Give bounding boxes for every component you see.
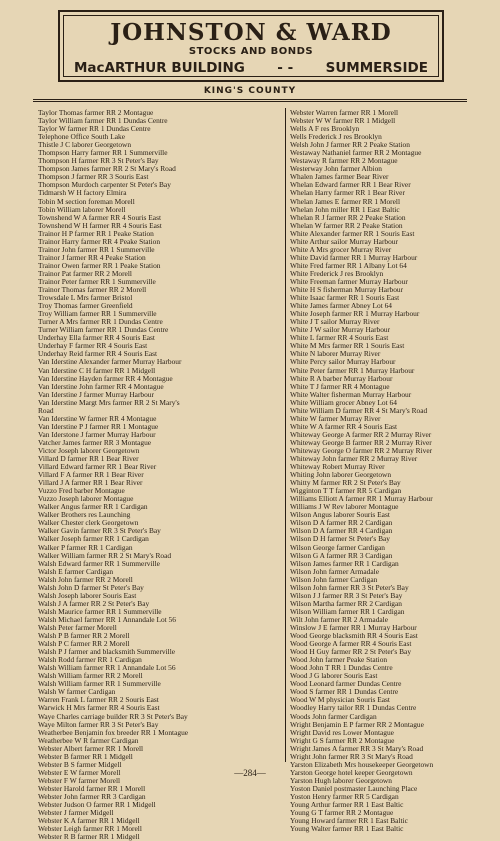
directory-entry: Walsh John D farmer St Peter's Bay	[38, 582, 144, 592]
directory-entry: Wright G S farmer RR 2 Montague	[290, 735, 395, 745]
directory-entry: Thompson Harry farmer RR 1 Summerville	[38, 148, 168, 158]
directory-entry: Walker P farmer RR 1 Cardigan	[38, 542, 133, 552]
directory-entry: Webster Leigh farmer RR 1 Morell	[38, 824, 142, 834]
directory-entry: Walker Brothers res Launching	[38, 510, 131, 520]
directory-entry: Townshend W H farmer RR 4 Souris East	[38, 220, 162, 230]
directory-entry: Webster Harold farmer RR 1 Morell	[38, 783, 146, 793]
directory-entry: Walsh John farmer RR 2 Morell	[38, 574, 133, 584]
directory-entry: Walsh Rodd farmer RR 1 Cardigan	[38, 655, 142, 665]
directory-entry: Trowsdale L Mrs farmer Bristol	[38, 293, 133, 303]
directory-entry: Wood W M physician Souris East	[290, 695, 390, 705]
directory-entry: Wood J G laborer Souris East	[290, 671, 378, 681]
directory-entry: Whelan R J farmer RR 2 Peake Station	[290, 212, 406, 222]
directory-entry: Williams J W Rev laborer Montague	[290, 502, 399, 512]
directory-entry: Whiting John laborer Georgetown	[290, 470, 392, 480]
directory-entry: Villard J A farmer RR 1 Bear River	[38, 478, 143, 488]
advertiser-separator: - -	[277, 60, 294, 76]
directory-entry: Webster Albert farmer RR 1 Morell	[38, 743, 144, 753]
directory-entry: Thompson Murdoch carpenter St Peter's Bay	[38, 180, 171, 190]
directory-entry: White Isaac farmer RR 1 Souris East	[290, 293, 400, 303]
directory-entry: Taylor W farmer RR 1 Dundas Centre	[38, 124, 151, 134]
directory-entry: Wright David res Lower Montague	[290, 727, 394, 737]
directory-entry: Walsh William farmer RR 1 Annandale Lot 56	[38, 663, 176, 673]
directory-entry: Young Arthur farmer RR 1 East Baltic	[290, 800, 404, 810]
directory-entry: Webster J farmer Midgell	[38, 808, 114, 818]
directory-entry: Wilson William farmer RR 1 Cardigan	[290, 606, 405, 616]
directory-entry: Wigginton T T farmer RR 5 Cardigan	[290, 486, 402, 496]
directory-entry: Webster John farmer RR 3 Cardigan	[38, 791, 146, 801]
directory-entry: White R A barber Murray Harbour	[290, 373, 393, 383]
directory-entry: White Percy sailor Murray Harbour	[290, 357, 396, 367]
directory-entry: Villard D farmer RR 1 Bear River	[38, 454, 139, 464]
directory-entry: White Peter farmer RR 1 Murray Harbour	[290, 365, 415, 375]
directory-entry: Wilson John farmer Cardigan	[290, 574, 378, 584]
directory-entry: Wood George blacksmith RR 4 Souris East	[290, 631, 418, 641]
directory-entry: Vatcher James farmer RR 3 Montague	[38, 437, 152, 447]
directory-entry: White David farmer RR 1 Murray Harbour	[290, 252, 418, 262]
directory-entry: Yarston Hugh laborer Georgetown	[290, 775, 392, 785]
directory-entry: Turner A Mrs farmer RR 1 Dundas Centre	[38, 317, 163, 327]
directory-entry: Westaway Nathaniel farmer RR 2 Montague	[290, 148, 422, 158]
directory-entry: Telephone Office South Lake	[38, 132, 125, 142]
directory-entry: Walsh J A farmer RR 2 St Peter's Bay	[38, 598, 150, 608]
directory-entry: Trainor Pat farmer RR 2 Morell	[38, 268, 132, 278]
directory-entry: Wilson John farmer RR 3 St Peter's Bay	[290, 582, 409, 592]
directory-entry: Van Iderstine Margt Mrs farmer RR 2 St Mary's	[38, 397, 180, 407]
directory-entry: Van Iderstine John farmer RR 4 Montague	[38, 381, 164, 391]
directory-entry: Wilson G A farmer RR 3 Cardigan	[290, 550, 393, 560]
directory-entry: Wilson D A farmer RR 2 Cardigan	[290, 518, 393, 528]
directory-entry: Wilson D A farmer RR 4 Cardigan	[290, 526, 393, 536]
directory-entry: Walker Joseph farmer RR 1 Cardigan	[38, 534, 149, 544]
directory-entry: White Arthur sailor Murray Harbour	[290, 236, 398, 246]
directory-entry: Trainor Peter farmer RR 1 Summerville	[38, 276, 156, 286]
directory-entry: Underhay Reid farmer RR 4 Souris East	[38, 349, 158, 359]
directory-entry: Whalen James farmer Bear River	[290, 172, 389, 182]
directory-entry: White J T sailor Murray River	[290, 317, 380, 327]
directory-entry: Tobin M section foreman Morell	[38, 196, 135, 206]
directory-entry: Turner William farmer RR 1 Dundas Centre	[38, 325, 169, 335]
directory-entry: Underhay F farmer RR 4 Souris East	[38, 341, 148, 351]
directory-entry: Trainor Harry farmer RR 4 Peake Station	[38, 236, 161, 246]
directory-entry: Waye Milton farmer RR 3 St Peter's Bay	[38, 719, 159, 729]
directory-entry: Van Iderstine P J farmer RR 1 Montague	[38, 421, 159, 431]
directory-entry: Young Howard farmer RR 1 East Baltic	[290, 816, 408, 826]
advertiser-city: SUMMERSIDE	[325, 60, 428, 76]
directory-entry: Victor Joseph laborer Georgetown	[38, 445, 140, 455]
directory-entry: Taylor William farmer RR 1 Dundas Centre	[38, 116, 168, 126]
directory-entry: White Walter fisherman Murray Harbour	[290, 389, 412, 399]
directory-entry: Yoston Henry farmer RR 5 Cardigan	[290, 791, 399, 801]
directory-entry: Webster K A farmer RR 1 Midgell	[38, 816, 140, 826]
directory-entry: White A Mrs grocer Murray River	[290, 244, 392, 254]
directory-entry: White M Mrs farmer RR 1 Souris East	[290, 341, 405, 351]
directory-entry: Whiteway John farmer RR 2 Murray River	[290, 454, 418, 464]
directory-entry: Trainor Owen farmer RR 1 Peake Station	[38, 260, 161, 270]
directory-entry: White L farmer RR 4 Souris East	[290, 333, 389, 343]
directory-entry: Wood George A farmer RR 4 Souris East	[290, 639, 412, 649]
directory-entry: White William D farmer RR 4 St Mary's Road	[290, 405, 428, 415]
directory-entry: Walsh Maurice farmer RR 1 Summerville	[38, 606, 162, 616]
directory-entry: Webster Judson O farmer RR 1 Midgell	[38, 800, 156, 810]
directory-entry: Wood John T RR 1 Dundas Centre	[290, 663, 393, 673]
directory-entry: Webster W W farmer RR 1 Midgell	[290, 116, 396, 126]
directory-entry: Walker Angus farmer RR 1 Cardigan	[38, 502, 148, 512]
directory-entry: White Freeman farmer Murray Harbour	[290, 276, 408, 286]
directory-entry: Vuzzo Fred barber Montague	[38, 486, 125, 496]
directory-entry: Walker Gavin farmer RR 3 St Peter's Bay	[38, 526, 161, 536]
directory-entry: Wood S farmer RR 1 Dundas Centre	[290, 687, 399, 697]
directory-entry: Wilson Angus laborer Souris East	[290, 510, 390, 520]
directory-entry: Westerway John farmer Albion	[290, 164, 382, 174]
heading-rule	[33, 99, 467, 100]
directory-entry: White Joseph farmer RR 1 Murray Harbour	[290, 309, 420, 319]
directory-entry: Thompson H farmer RR 3 St Peter's Bay	[38, 156, 159, 166]
directory-entry: Trainor H P farmer RR 1 Peake Station	[38, 228, 154, 238]
directory-entry: Whelan James E farmer RR 1 Morell	[290, 196, 401, 206]
directory-entry: White J W sailor Murray Harbour	[290, 325, 391, 335]
advertiser-tagline: STOCKS AND BONDS	[188, 46, 314, 57]
directory-entry: Townshend W A farmer RR 4 Souris East	[38, 212, 161, 222]
directory-entry: Walker William farmer RR 2 St Mary's Road	[38, 550, 172, 560]
directory-entry: Van Iderstine Hayden farmer RR 4 Montague	[38, 373, 173, 383]
page-number: —284—	[234, 768, 266, 778]
directory-entry: Walker Chester clerk Georgetown	[38, 518, 139, 528]
directory-entry: Van Iderstone J farmer Murray Harbour	[38, 429, 156, 439]
directory-entry: Van Iderstine Alexander farmer Murray Harbour	[38, 357, 182, 367]
directory-column-left	[38, 109, 282, 841]
directory-entry: Walsh William farmer RR 1 Summerville	[38, 679, 161, 689]
directory-column-right	[290, 109, 496, 833]
directory-entry: Walsh Joseph laborer Souris East	[38, 590, 137, 600]
directory-entry: Wood John farmer Peake Station	[290, 655, 388, 665]
county-heading: KING'S COUNTY	[203, 86, 297, 96]
directory-entry: White Alexander farmer RR 1 Souris East	[290, 228, 415, 238]
directory-entry: Van Iderstine W farmer RR 4 Montague	[38, 413, 157, 423]
directory-entry: Webster E W farmer Morell	[38, 767, 121, 777]
directory-entry: Young G T farmer RR 2 Montague	[290, 808, 394, 818]
directory-entry: Wood Leonard farmer Dundas Centre	[290, 679, 402, 689]
directory-entry: Whelan W farmer RR 2 Peake Station	[290, 220, 403, 230]
directory-entry: Webster R B farmer RR 1 Midgell	[38, 832, 140, 841]
directory-entry: White William grocer Abney Lot 64	[290, 397, 397, 407]
directory-entry: Thistle J C laborer Georgetown	[38, 140, 132, 150]
directory-entry: White W A farmer RR 4 Souris East	[290, 421, 398, 431]
directory-entry: Woodley Harry tailor RR 1 Dundas Centre	[290, 703, 417, 713]
directory-entry: Vuzzo Joseph laborer Montague	[38, 494, 134, 504]
directory-entry: Wilson George farmer Cardigan	[290, 542, 385, 552]
directory-entry: Underhay Ella farmer RR 4 Souris East	[38, 333, 155, 343]
directory-entry: Young Walter farmer RR 1 East Baltic	[290, 824, 404, 834]
directory-entry: Williams Elliott A farmer RR 1 Murray Harbour	[290, 494, 433, 504]
directory-entry: Villard F A farmer RR 1 Bear River	[38, 470, 144, 480]
directory-entry: White H S fisherman Murray Harbour	[290, 285, 404, 295]
heading-rule-double	[33, 101, 467, 102]
directory-entry: Yarston George hotel keeper Georgetown	[290, 767, 413, 777]
directory-entry: Troy Thomas farmer Greenfield	[38, 301, 133, 311]
directory-entry: Woods John farmer Cardigan	[290, 711, 377, 721]
directory-entry: Thompson J farmer RR 3 Souris East	[38, 172, 149, 182]
directory-entry: Webster B S farmer Midgell	[38, 759, 122, 769]
directory-entry: White Frederick J res Brooklyn	[290, 268, 384, 278]
directory-entry: Webster F W farmer Morell	[38, 775, 121, 785]
directory-entry: Wilt John farmer RR 2 Armadale	[290, 614, 389, 624]
directory-entry: Road	[38, 405, 54, 415]
directory-entry: Trainor J farmer RR 4 Peake Station	[38, 252, 146, 262]
directory-entry: White N laborer Murray River	[290, 349, 381, 359]
directory-entry: Van Iderstine C H farmer RR 1 Midgell	[38, 365, 156, 375]
directory-entry: Yarston Elizabeth Mrs housekeeper Georgetown	[290, 759, 434, 769]
directory-entry: Whelan Edward farmer RR 1 Bear River	[290, 180, 411, 190]
directory-entry: Troy William farmer RR 1 Summerville	[38, 309, 157, 319]
directory-entry: Wells Frederick J res Brooklyn	[290, 132, 382, 142]
directory-entry: Westaway R farmer RR 2 Montague	[290, 156, 398, 166]
directory-entry: Wells A F res Brooklyn	[290, 124, 360, 134]
directory-entry: Villard Edward farmer RR 1 Bear River	[38, 462, 157, 472]
directory-entry: Walsh William farmer RR 2 Morell	[38, 671, 143, 681]
advertiser-building: MacARTHUR BUILDING	[74, 60, 245, 76]
directory-entry: Tobin William laborer Morell	[38, 204, 126, 214]
directory-entry: Weatherbee W R farmer Cardigan	[38, 735, 139, 745]
directory-entry: Walsh Peter farmer Morell	[38, 623, 117, 632]
directory-entry: Weatherbee Benjamin fox breeder RR 1 Montague	[38, 727, 189, 737]
directory-entry: Trainor John farmer RR 1 Summerville	[38, 244, 155, 254]
directory-entry: Whitty M farmer RR 2 St Peter's Bay	[290, 478, 401, 488]
directory-entry: Whiteway George B farmer RR 2 Murray River	[290, 437, 432, 447]
advertiser-address	[60, 60, 442, 77]
directory-entry: Thompson James farmer RR 2 St Mary's Road	[38, 164, 176, 174]
directory-entry: Van Iderstine J farmer Murray Harbour	[38, 389, 154, 399]
directory-entry: Walsh P B farmer RR 2 Morell	[38, 631, 130, 641]
directory-entry: Wright James A farmer RR 3 St Mary's Road	[290, 743, 424, 753]
directory-entry: Whelan John miller RR 1 East Baltic	[290, 204, 400, 214]
directory-entry: Walsh P C farmer RR 2 Morell	[38, 639, 130, 649]
directory-entry: White Fred farmer RR 1 Albany Lot 64	[290, 260, 407, 270]
advertisement-box	[58, 10, 444, 82]
directory-entry: Wood H Guy farmer RR 2 St Peter's Bay	[290, 647, 412, 657]
directory-entry: Wright Benjamin E P farmer RR 2 Montague	[290, 719, 424, 729]
directory-entry: White T J farmer RR 4 Montague	[290, 381, 390, 391]
directory-entry: Webster Warren farmer RR 1 Morell	[290, 109, 399, 117]
directory-entry: Whiteway George A farmer RR 2 Murray River	[290, 429, 432, 439]
directory-entry: Whelan Harry farmer RR 1 Bear River	[290, 188, 405, 198]
directory-entry: Wright John farmer RR 3 St Mary's Road	[290, 751, 413, 761]
directory-entry: Whiteway Robert Murray River	[290, 462, 385, 472]
directory-entry: Walsh Michael farmer RR 1 Annandale Lot 56	[38, 614, 176, 624]
directory-entry: Trainor Thomas farmer RR 2 Morell	[38, 285, 147, 295]
directory-entry: Walsh W farmer Cardigan	[38, 687, 116, 697]
directory-entry: Yoston Daniel postmaster Launching Place	[290, 783, 418, 793]
directory-entry: Wilson Martha farmer RR 2 Cardigan	[290, 598, 402, 608]
advertiser-name: JOHNSTON & WARD	[110, 19, 392, 46]
directory-entry: Warren Frank L farmer RR 2 Souris East	[38, 695, 159, 705]
directory-entry: Wilson D H farmer St Peter's Bay	[290, 534, 390, 544]
directory-entry: Wilson J J farmer RR 3 St Peter's Bay	[290, 590, 403, 600]
directory-entry: Walsh E farmer Cardigan	[38, 566, 114, 576]
directory-entry: Whiteway George O farmer RR 2 Murray River	[290, 445, 433, 455]
directory-entry: Tidmarsh W H factory Elmira	[38, 188, 127, 198]
directory-entry: White James farmer Abney Lot 64	[290, 301, 392, 311]
directory-entry: Wilson James farmer RR 1 Cardigan	[290, 558, 399, 568]
directory-entry: Welsh John J farmer RR 2 Peake Station	[290, 140, 410, 150]
column-divider	[285, 108, 286, 762]
directory-entry: Wilson John farmer Armadale	[290, 566, 379, 576]
directory-entry: Warwick H Mrs farmer RR 4 Souris East	[38, 703, 160, 713]
directory-entry: White W farmer Murray River	[290, 413, 381, 423]
directory-entry: Taylor Thomas farmer RR 2 Montague	[38, 109, 154, 117]
directory-entry: Walsh Edward farmer RR 1 Summerville	[38, 558, 160, 568]
directory-entry: Winslow J E farmer RR 1 Murray Harbour	[290, 623, 417, 632]
directory-entry: Webster B farmer RR 1 Midgell	[38, 751, 133, 761]
directory-entry: Waye Charles carriage builder RR 3 St Peter's Bay	[38, 711, 188, 721]
directory-entry: Walsh P J farmer and blacksmith Summerville	[38, 647, 176, 657]
